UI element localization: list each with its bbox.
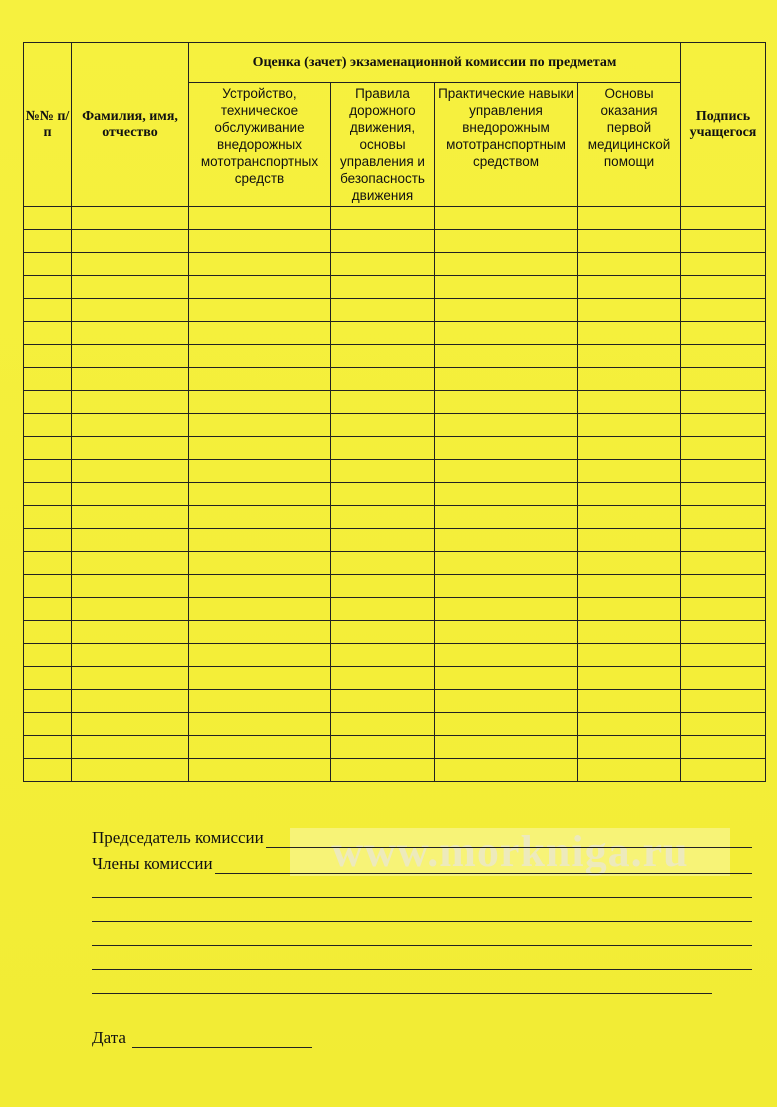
watermark: www.morkniga.ru [290, 828, 730, 876]
table-cell[interactable] [72, 299, 189, 322]
table-cell[interactable] [578, 207, 681, 230]
table-cell[interactable] [578, 230, 681, 253]
table-cell[interactable] [24, 299, 72, 322]
table-cell[interactable] [24, 621, 72, 644]
table-cell[interactable] [24, 253, 72, 276]
table-body [24, 207, 766, 782]
table-cell[interactable] [24, 598, 72, 621]
table-cell[interactable] [331, 253, 435, 276]
header-subject-group: Оценка (зачет) экзаменационной комиссии по предметам [189, 43, 681, 83]
table-cell[interactable] [331, 460, 435, 483]
table-row [24, 276, 766, 299]
table-cell[interactable] [578, 253, 681, 276]
table-row [24, 460, 766, 483]
table-cell[interactable] [681, 391, 766, 414]
table-cell[interactable] [24, 391, 72, 414]
table-cell[interactable] [681, 322, 766, 345]
table-cell[interactable] [24, 322, 72, 345]
table-cell[interactable] [24, 552, 72, 575]
table-cell[interactable] [189, 276, 331, 299]
table-cell[interactable] [72, 345, 189, 368]
table-cell[interactable] [578, 736, 681, 759]
chairman-label: Председатель комиссии [92, 828, 264, 847]
table-cell[interactable] [435, 690, 578, 713]
table-row [24, 368, 766, 391]
table-cell[interactable] [578, 598, 681, 621]
table-cell[interactable] [578, 437, 681, 460]
table-cell[interactable] [578, 529, 681, 552]
table-cell[interactable] [72, 506, 189, 529]
table-cell[interactable] [435, 575, 578, 598]
table-cell[interactable] [578, 483, 681, 506]
table-cell[interactable] [435, 414, 578, 437]
table-cell[interactable] [189, 368, 331, 391]
table-cell[interactable] [578, 621, 681, 644]
table-cell[interactable] [331, 207, 435, 230]
table-row [24, 644, 766, 667]
table-cell[interactable] [331, 322, 435, 345]
members-line[interactable] [92, 850, 752, 874]
table-cell[interactable] [435, 322, 578, 345]
table-cell[interactable] [189, 736, 331, 759]
table-row [24, 529, 766, 552]
table-cell[interactable] [189, 391, 331, 414]
table-cell[interactable] [578, 391, 681, 414]
table-cell[interactable] [578, 506, 681, 529]
table-cell[interactable] [331, 299, 435, 322]
table-cell[interactable] [189, 437, 331, 460]
table-cell[interactable] [24, 437, 72, 460]
header-subject-traffic-rules: Правила дорожного движения, основы управления и безопасность движения [331, 83, 435, 207]
table-row [24, 437, 766, 460]
table-row [24, 759, 766, 782]
table-cell[interactable] [331, 736, 435, 759]
table-cell[interactable] [189, 575, 331, 598]
table-row [24, 207, 766, 230]
table-cell[interactable] [681, 207, 766, 230]
table-cell[interactable] [331, 713, 435, 736]
table-row [24, 299, 766, 322]
chairman-line[interactable] [92, 824, 752, 848]
table-cell[interactable] [189, 414, 331, 437]
table-cell[interactable] [72, 552, 189, 575]
table-cell[interactable] [435, 253, 578, 276]
table-cell[interactable] [681, 667, 766, 690]
table-cell[interactable] [331, 667, 435, 690]
table-cell[interactable] [681, 460, 766, 483]
table-cell[interactable] [681, 644, 766, 667]
table-cell[interactable] [72, 529, 189, 552]
table-cell[interactable] [681, 414, 766, 437]
member-line[interactable] [92, 970, 712, 994]
table-cell[interactable] [24, 713, 72, 736]
table-cell[interactable] [72, 598, 189, 621]
table-cell[interactable] [24, 575, 72, 598]
table-row [24, 667, 766, 690]
header-subject-driving-skills: Практические навыки управления внедорожным мототранспортным средством [435, 83, 578, 207]
table-cell[interactable] [24, 207, 72, 230]
table-cell[interactable] [72, 736, 189, 759]
table-cell[interactable] [189, 460, 331, 483]
table-cell[interactable] [331, 391, 435, 414]
table-cell[interactable] [72, 644, 189, 667]
table-cell[interactable] [72, 690, 189, 713]
table-row [24, 345, 766, 368]
table-cell[interactable] [681, 598, 766, 621]
table-cell[interactable] [578, 460, 681, 483]
table-cell[interactable] [578, 276, 681, 299]
table-cell[interactable] [72, 460, 189, 483]
table-cell[interactable] [681, 621, 766, 644]
table-cell[interactable] [578, 575, 681, 598]
table-cell[interactable] [189, 759, 331, 782]
table-cell[interactable] [189, 552, 331, 575]
table-cell[interactable] [72, 483, 189, 506]
exam-results-table [23, 42, 766, 782]
table-cell[interactable] [578, 713, 681, 736]
table-cell[interactable] [24, 667, 72, 690]
table-cell[interactable] [72, 759, 189, 782]
table-cell[interactable] [331, 621, 435, 644]
table-cell[interactable] [435, 621, 578, 644]
member-line[interactable] [92, 946, 752, 970]
table-cell[interactable] [681, 713, 766, 736]
table-cell[interactable] [681, 529, 766, 552]
table-cell[interactable] [435, 667, 578, 690]
table-cell[interactable] [681, 345, 766, 368]
table-cell[interactable] [331, 552, 435, 575]
table-cell[interactable] [578, 552, 681, 575]
table-cell[interactable] [189, 207, 331, 230]
table-row [24, 736, 766, 759]
table-cell[interactable] [331, 575, 435, 598]
table-cell[interactable] [681, 368, 766, 391]
table-cell[interactable] [578, 322, 681, 345]
table-cell[interactable] [435, 437, 578, 460]
table-cell[interactable] [189, 483, 331, 506]
table-row [24, 414, 766, 437]
table-cell[interactable] [189, 299, 331, 322]
table-cell[interactable] [435, 483, 578, 506]
table-cell[interactable] [435, 644, 578, 667]
table-cell[interactable] [681, 276, 766, 299]
table-cell[interactable] [189, 690, 331, 713]
table-cell[interactable] [24, 460, 72, 483]
table-cell[interactable] [72, 391, 189, 414]
table-cell[interactable] [24, 506, 72, 529]
table-cell[interactable] [24, 736, 72, 759]
table-cell[interactable] [189, 345, 331, 368]
table-cell[interactable] [331, 345, 435, 368]
table-row [24, 230, 766, 253]
table-cell[interactable] [681, 230, 766, 253]
table-cell[interactable] [578, 759, 681, 782]
table-cell[interactable] [681, 736, 766, 759]
table-cell[interactable] [72, 437, 189, 460]
header-student-signature: Подпись учащегося [681, 43, 766, 207]
table-cell[interactable] [24, 345, 72, 368]
table-cell[interactable] [72, 230, 189, 253]
table-row [24, 391, 766, 414]
table-cell[interactable] [72, 713, 189, 736]
table-cell[interactable] [189, 230, 331, 253]
table-cell[interactable] [189, 621, 331, 644]
table-row [24, 621, 766, 644]
table-cell[interactable] [72, 253, 189, 276]
table-cell[interactable] [578, 299, 681, 322]
table-cell[interactable] [72, 368, 189, 391]
table-cell[interactable] [331, 230, 435, 253]
member-line[interactable] [92, 898, 752, 922]
table-cell[interactable] [435, 736, 578, 759]
table-cell[interactable] [189, 322, 331, 345]
table-cell[interactable] [72, 575, 189, 598]
table-cell[interactable] [331, 368, 435, 391]
table-cell[interactable] [331, 506, 435, 529]
table-cell[interactable] [72, 276, 189, 299]
table-cell[interactable] [331, 437, 435, 460]
table-cell[interactable] [24, 529, 72, 552]
table-cell[interactable] [578, 414, 681, 437]
table-cell[interactable] [189, 713, 331, 736]
chairman-signature-field[interactable] [266, 829, 752, 848]
table-cell[interactable] [578, 368, 681, 391]
table-cell[interactable] [331, 690, 435, 713]
table-cell[interactable] [331, 483, 435, 506]
table-cell[interactable] [435, 713, 578, 736]
header-subject-first-aid: Основы оказания первой медицинской помощи [578, 83, 681, 207]
table-cell[interactable] [189, 598, 331, 621]
table-cell[interactable] [578, 667, 681, 690]
table-cell[interactable] [681, 437, 766, 460]
table-cell[interactable] [435, 598, 578, 621]
table-cell[interactable] [331, 598, 435, 621]
table-cell[interactable] [72, 414, 189, 437]
table-cell[interactable] [331, 644, 435, 667]
table-row [24, 253, 766, 276]
date-line[interactable] [92, 1028, 312, 1048]
table-row [24, 552, 766, 575]
table-row [24, 575, 766, 598]
table-cell[interactable] [189, 529, 331, 552]
table-row [24, 598, 766, 621]
date-label: Дата [92, 1028, 126, 1047]
table-row [24, 322, 766, 345]
table-row [24, 483, 766, 506]
table-cell[interactable] [681, 552, 766, 575]
table-cell[interactable] [72, 322, 189, 345]
table-cell[interactable] [24, 230, 72, 253]
table-cell[interactable] [681, 575, 766, 598]
table-cell[interactable] [681, 506, 766, 529]
table-cell[interactable] [435, 552, 578, 575]
table-cell[interactable] [72, 207, 189, 230]
table-cell[interactable] [681, 690, 766, 713]
table-cell[interactable] [189, 667, 331, 690]
table-row [24, 690, 766, 713]
date-field[interactable] [132, 1031, 312, 1048]
header-number: №№ п/п [24, 43, 72, 207]
table-cell[interactable] [435, 345, 578, 368]
table-cell[interactable] [24, 276, 72, 299]
table-cell[interactable] [72, 667, 189, 690]
table-cell[interactable] [189, 253, 331, 276]
table-cell[interactable] [435, 506, 578, 529]
table-cell[interactable] [24, 368, 72, 391]
table-cell[interactable] [681, 253, 766, 276]
member-line[interactable] [92, 874, 752, 898]
table-cell[interactable] [435, 529, 578, 552]
table-cell[interactable] [331, 759, 435, 782]
table-cell[interactable] [24, 759, 72, 782]
table-cell[interactable] [331, 276, 435, 299]
header-subject-maintenance: Устройство, техническое обслуживание внедорожных мототранспортных средств [189, 83, 331, 207]
table-cell[interactable] [681, 483, 766, 506]
table-cell[interactable] [331, 529, 435, 552]
table-cell[interactable] [681, 759, 766, 782]
table-cell[interactable] [578, 690, 681, 713]
table-cell[interactable] [72, 621, 189, 644]
table-cell[interactable] [435, 759, 578, 782]
table-cell[interactable] [578, 644, 681, 667]
header-full-name: Фамилия, имя, отчество [72, 43, 189, 207]
table-cell[interactable] [435, 368, 578, 391]
signature-block [92, 824, 752, 994]
table-cell[interactable] [24, 690, 72, 713]
members-signature-field[interactable] [215, 855, 752, 874]
table-cell[interactable] [435, 299, 578, 322]
table-cell[interactable] [189, 644, 331, 667]
table-cell[interactable] [435, 230, 578, 253]
table-row [24, 506, 766, 529]
members-label: Члены комиссии [92, 854, 213, 873]
member-line[interactable] [92, 922, 752, 946]
table-cell[interactable] [331, 414, 435, 437]
table-cell[interactable] [24, 644, 72, 667]
table-cell[interactable] [24, 414, 72, 437]
table-cell[interactable] [578, 345, 681, 368]
table-cell[interactable] [435, 207, 578, 230]
table-cell[interactable] [24, 483, 72, 506]
table-cell[interactable] [681, 299, 766, 322]
table-cell[interactable] [435, 391, 578, 414]
table-cell[interactable] [189, 506, 331, 529]
table-row [24, 713, 766, 736]
table-cell[interactable] [435, 460, 578, 483]
table-cell[interactable] [435, 276, 578, 299]
